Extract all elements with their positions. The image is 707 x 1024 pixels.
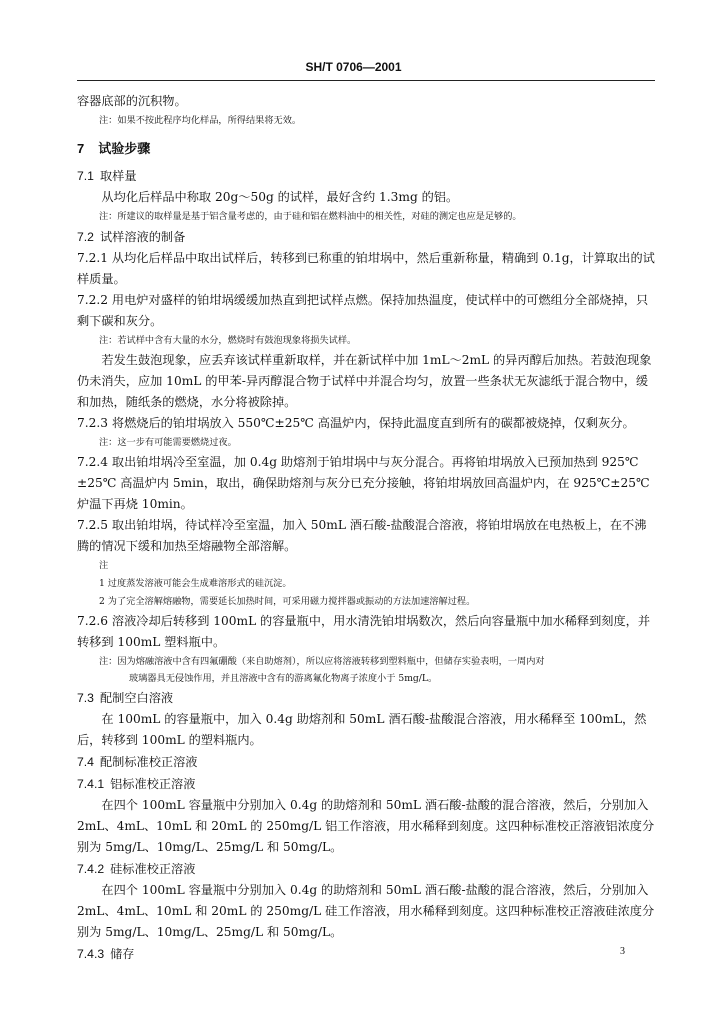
note-text: 注：若试样中含有大量的水分，燃烧时有鼓泡现象将损失试样。 [99, 335, 357, 346]
subsection-heading [77, 687, 655, 709]
section-number: 7.2 [77, 230, 94, 244]
header-divider [77, 80, 655, 81]
section-title: 铝标准校正溶液 [110, 777, 196, 791]
subsection-heading [77, 858, 655, 880]
section-title: 试样溶液的制备 [99, 230, 186, 244]
subsection-heading [77, 165, 655, 187]
section-title: 硅标准校正溶液 [110, 862, 196, 876]
body-paragraph: 7.2.5 取出铂坩埚，待试样冷至室温，加入 50mL 酒石酸-盐酸混合溶液，将铂坩埚放在电热板上，在不沸腾的情况下缓和加热至熔融物全部溶解。 [77, 518, 647, 553]
section-title: 配制标准校正溶液 [99, 755, 198, 769]
section-number: 7.1 [77, 169, 94, 183]
subsection-heading [77, 943, 655, 965]
section-number: 7.3 [77, 691, 94, 705]
body-paragraph: 从均化后样品中称取 20g～50g 的试样，最好含约 1.3mg 的铝。 [101, 190, 459, 204]
page-number: 3 [620, 946, 625, 957]
body-paragraph: 在四个 100mL 容量瓶中分别加入 0.4g 的助熔剂和 50mL 酒石酸-盐酸的混合溶液，然后，分别加入 2mL、4mL、10mL 和 20mL 的 250mg/L 铝工作溶液，用水稀释到刻度。这四种标准校正溶液铝浓度分别为 5mg/L、10mg/L、25mg/L 和 50mg/L。 [77, 798, 655, 854]
standard-code-header: SH/T 0706—2001 [305, 60, 402, 74]
body-paragraph: 容器底部的沉积物。 [77, 94, 187, 108]
section-title: 储存 [110, 947, 135, 961]
note-text: 注：如果不按此程序均化样品，所得结果将无效。 [99, 115, 302, 126]
subsection-heading [77, 751, 655, 773]
body-paragraph: 7.2.6 溶液冷却后转移到 100mL 的容量瓶中，用水清洗铂坩埚数次，然后向容量瓶中加水稀释到刻度，并转移到 100mL 塑料瓶中。 [77, 614, 651, 649]
document-body [77, 91, 655, 965]
note-text: 注：这一步有可能需要燃烧过夜。 [99, 437, 237, 448]
section-heading [77, 136, 655, 163]
note-text: 注：所建议的取样量是基于铝含量考虑的，由于硅和铝在燃料油中的相关性，对硅的测定也应是足够的。 [99, 211, 522, 222]
note-line: 注：因为熔融溶液中含有四氟硼酸（来自助熔剂），所以应将溶液转移到塑料瓶中，但储存实验表明，一周内对 [99, 656, 545, 667]
subsection-heading [77, 773, 655, 795]
section-title: 取样量 [99, 169, 137, 183]
section-number: 7.4 [77, 755, 94, 769]
note-text [77, 653, 655, 687]
note-text: 2 为了完全溶解熔融物，需要延长加热时间，可采用磁力搅拌器或振动的方法加速溶解过程。 [99, 596, 476, 607]
body-paragraph: 7.2.1 从均化后样品中取出试样后，转移到已称重的铂坩埚中，然后重新称量，精确到 0.1g，计算取出的试样质量。 [77, 251, 655, 286]
body-paragraph: 在四个 100mL 容量瓶中分别加入 0.4g 的助熔剂和 50mL 酒石酸-盐酸的混合溶液，然后，分别加入 2mL、4mL、10mL 和 20mL 的 250mg/L 硅工作溶液，用水稀释到刻度。这四种标准校正溶液硅浓度分别为 5mg/L、10mg/L、25mg/L 和 50mg/L。 [77, 883, 655, 939]
section-number: 7.4.1 [77, 777, 105, 791]
section-title: 配制空白溶液 [99, 691, 174, 705]
section-number: 7.4.2 [77, 862, 105, 876]
note-continuation: 玻璃器具无侵蚀作用，并且溶液中含有的游离氟化物离子浓度小于 5mg/L。 [129, 673, 438, 684]
section-title: 试验步骤 [98, 142, 151, 157]
body-paragraph: 7.2.4 取出铂坩埚冷至室温，加 0.4g 助熔剂于铂坩埚中与灰分混合。再将铂坩埚放入已预加热到 925℃±25℃ 高温炉内 5min，取出，确保助熔剂与灰分已充分接触，将铂坩埚放回高温炉内，在 925℃±25℃ 炉温下再烧 10min。 [77, 455, 650, 511]
body-paragraph: 若发生鼓泡现象，应丢弃该试样重新取样，并在新试样中加 1mL～2mL 的异丙醇后加热。若鼓泡现象仍未消失，应加 10mL 的甲苯-异丙醇混合物于试样中并混合均匀，放置一些条状无灰滤纸于混合物中，缓和加热，随纸条的燃烧，水分将被除掉。 [77, 353, 652, 409]
section-number: 7.4.3 [77, 947, 105, 961]
note-text: 注 [99, 560, 109, 571]
body-paragraph: 7.2.3 将燃烧后的铂坩埚放入 550℃±25℃ 高温炉内，保持此温度直到所有的碳都被烧掉，仅剩灰分。 [77, 416, 635, 430]
body-paragraph: 在 100mL 的容量瓶中，加入 0.4g 助熔剂和 50mL 酒石酸-盐酸混合溶液，用水稀释至 100mL，然后，转移到 100mL 的塑料瓶内。 [77, 712, 647, 747]
section-number: 7 [77, 141, 85, 156]
note-text: 1 过度蒸发溶液可能会生成难溶形式的硅沉淀。 [99, 578, 292, 589]
body-paragraph: 7.2.2 用电炉对盛样的铂坩埚缓缓加热直到把试样点燃。保持加热温度，使试样中的可燃组分全部烧掉，只剩下碳和灰分。 [77, 293, 649, 328]
subsection-heading [77, 226, 655, 248]
